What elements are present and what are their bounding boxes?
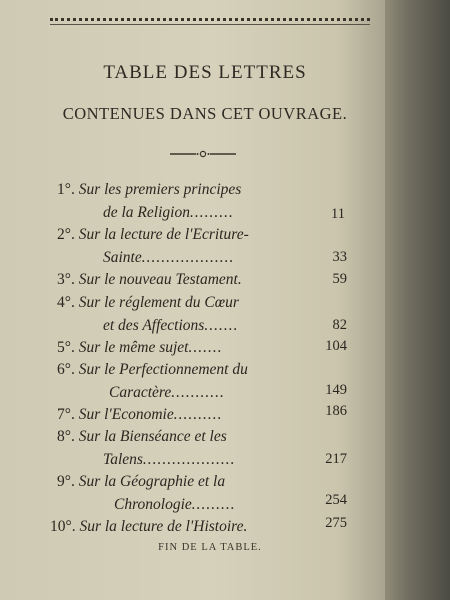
entry-number: 8°. <box>57 428 75 445</box>
dot-leader: . <box>237 271 242 288</box>
toc-entry-line <box>103 249 234 267</box>
toc-entry-line <box>103 451 236 469</box>
toc-entry-line <box>114 496 236 514</box>
dot-leader: ........... <box>171 384 225 401</box>
entry-page-number: 82 <box>332 317 347 333</box>
toc-entry-line <box>57 271 242 289</box>
toc-entry-line <box>57 361 248 379</box>
entry-number: 2°. <box>57 226 75 243</box>
entry-number: 7°. <box>57 406 75 423</box>
entry-number: 6°. <box>57 361 75 378</box>
dot-leader: ....... <box>188 339 223 356</box>
entry-title-continued: Caractère <box>109 384 172 401</box>
toc-entry-line <box>57 428 227 446</box>
dot-leader: ................... <box>142 451 236 468</box>
entry-title: Sur le Perfectionnement du <box>78 361 248 378</box>
toc-entry-line <box>57 226 249 244</box>
dot-leader: ......... <box>191 496 236 513</box>
toc-entry-line <box>103 204 234 222</box>
entry-number: 5°. <box>57 339 75 356</box>
toc-entry-line <box>57 339 223 357</box>
entry-page-number: 217 <box>325 451 347 467</box>
entry-page-number: 104 <box>325 338 347 354</box>
end-of-table-note: FIN DE LA TABLE. <box>158 542 262 553</box>
entry-page-number: 275 <box>325 515 347 531</box>
entry-number: 4°. <box>57 294 75 311</box>
entry-number: 10°. <box>50 518 76 535</box>
toc-entry-line <box>57 294 239 312</box>
entry-number: 3°. <box>57 271 75 288</box>
entry-title: Sur le même sujet <box>78 339 189 356</box>
page-subtitle: CONTENUES DANS CET OUVRAGE. <box>62 104 348 123</box>
page-edge-shadow <box>385 0 450 600</box>
entry-title: Sur les premiers principes <box>78 181 242 198</box>
entry-page-number: 59 <box>332 271 347 287</box>
entry-title-continued: Chronologie <box>114 496 192 513</box>
toc-entry-line <box>103 317 238 335</box>
entry-title-continued: Sainte <box>103 249 142 266</box>
entry-page-number: 254 <box>325 492 347 508</box>
entry-title: Sur la lecture de l'Histoire <box>79 518 244 535</box>
dot-leader: .......... <box>173 406 223 423</box>
entry-page-number: 186 <box>325 403 347 419</box>
entry-title-continued: Talens <box>103 451 143 468</box>
dot-leader: . <box>243 518 248 535</box>
entry-page-number: 33 <box>332 249 347 265</box>
entry-title: Sur la lecture de l'Ecriture- <box>78 226 249 243</box>
toc-entry-line <box>57 473 225 491</box>
entry-title: Sur la Géographie et la <box>78 473 226 490</box>
toc-entry-line <box>50 518 247 536</box>
entry-title-continued: de la Religion <box>103 204 190 221</box>
toc-entry-line <box>57 406 222 424</box>
entry-number: 1°. <box>57 181 75 198</box>
dot-leader: ....... <box>204 317 239 334</box>
toc-entry-line <box>57 181 241 199</box>
entry-title: Sur l'Economie <box>78 406 174 423</box>
entry-number: 9°. <box>57 473 75 490</box>
entry-title-continued: et des Affections <box>103 317 205 334</box>
entry-title: Sur le nouveau Testament <box>78 271 238 288</box>
dot-leader: ......... <box>189 204 234 221</box>
entry-page-number: 11 <box>331 206 345 222</box>
entry-page-number: 149 <box>325 382 347 398</box>
page-title: TABLE DES LETTRES <box>103 62 307 83</box>
entry-title: Sur le réglement du Cœur <box>78 294 239 311</box>
dot-leader: ................... <box>141 249 235 266</box>
entry-title: Sur la Bienséance et les <box>78 428 227 445</box>
toc-entry-line <box>109 384 225 402</box>
